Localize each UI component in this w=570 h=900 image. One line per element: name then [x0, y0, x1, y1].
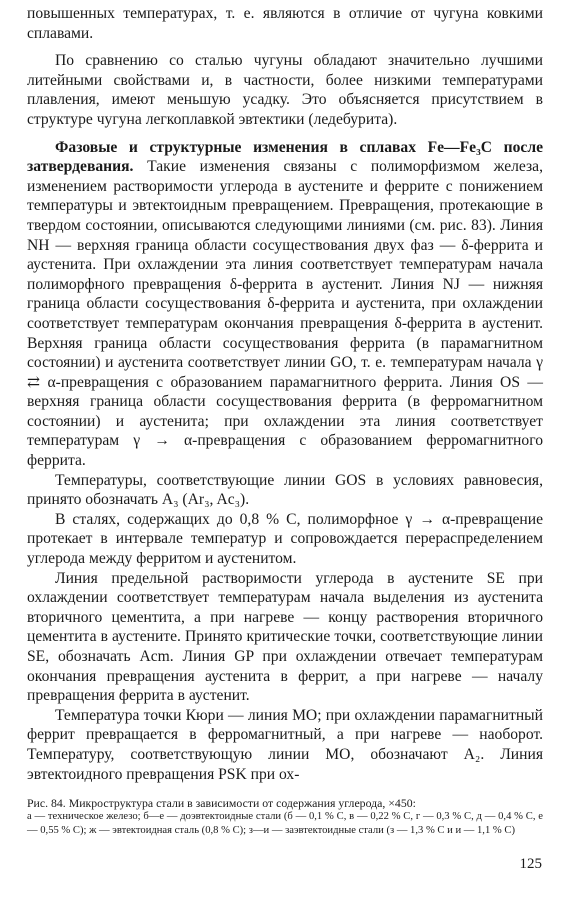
- caption-legend: а — техническое железо; б—е — доэвтектоидные стали (б — 0,1 % C, в — 0,22 % C, г — 0,3 % C, д — 0,4 % C, е — 0,55 % C); ж — эвтектоидная сталь (0,8 % C); з—и — заэвтектоидные стали (з — 1,3 % C и и — 1,1 % C): [27, 811, 543, 837]
- paragraph-solubility: Линия предельной растворимости углерода в аустените SE при охлаждении соответствует температурам начала выделения из аустенита вторичного цементита, а при нагреве — концу растворения вторичного цементита в аустените. Принято критические точки, соответствующие линии SE, обозначать Acm. Линия GP при охлаждении отвечает температурам окончания превращения аустенита в феррит, а при нагреве — началу превращения феррита в аустенит.: [27, 569, 543, 705]
- paragraph-continuation: повышенных температурах, т. е. являются в отличие от чугуна ковкими сплавами.: [27, 5, 543, 42]
- paragraph-phase-changes: [27, 138, 543, 471]
- paragraph-a3: Температуры, соответствующие линии GOS в условиях равновесия, принято обозначать A₃ (Ar₃, Ac₃).: [27, 471, 543, 509]
- caption-title: Рис. 84. Микроструктура стали в зависимости от содержания углерода, ×450:: [27, 796, 416, 810]
- section-heading: Фазовые и структурные изменения в сплавах Fe—Fe₃C после затвердевания.: [27, 138, 543, 176]
- page-number: 125: [519, 856, 542, 872]
- paragraph-curie: Температура точки Кюри — линия MO; при охлаждении парамагнитный феррит превращается в ферромагнитный, а при нагреве — наоборот. Температуру, соответствующую линии MO, обозначают A₂. Линия эвтектоидного превращения PSK при ох-: [27, 706, 543, 783]
- paragraph-phase-changes-text: Такие изменения связаны с полиморфизмом железа, изменением растворимости углерода в аустените и феррите с понижением температуры и эвтектоидным превращением. Превращения, протекающие в твердом состоянии, описываются следующими линиями (см. рис. 83). Линия NH — верхняя граница области сосуществования двух фаз — δ-феррита и аустенита. При охлаждении эта линия соответствует температурам начала полиморфного превращения δ-феррита в аустенит. Линия NJ — нижняя граница области сосуществования δ-феррита и аустенита, при охлаждении соответствует температурам окончания превращения δ-феррита в аустенит. Верхняя граница области сосуществования феррита (в парамагнитном состоянии) и аустенита соответствует линии GO, т. е. температурам начала γ ⇄ α-превращения с образованием парамагнитного феррита. Линия OS — верхняя граница области сосуществования феррита (в ферромагнитном состоянии) и аустенита; при охлаждении эта линия соответствует температурам γ → α-превращения с образованием ферромагнитного феррита.: [27, 158, 543, 470]
- paragraph-cast-iron: По сравнению со сталью чугуны обладают значительно лучшими литейными свойствами и, в частности, более низкими температурами плавления, имеют меньшую усадку. Это объясняется присутствием в структуре чугуна легкоплавкой эвтектики (ледебурита).: [27, 52, 543, 128]
- figure-caption: [27, 796, 543, 839]
- body-text: [27, 4, 543, 784]
- paragraph-steels: В сталях, содержащих до 0,8 % C, полиморфное γ → α-превращение протекает в интервале температур и сопровождается перераспределением углерода между ферритом и аустенитом.: [27, 510, 543, 568]
